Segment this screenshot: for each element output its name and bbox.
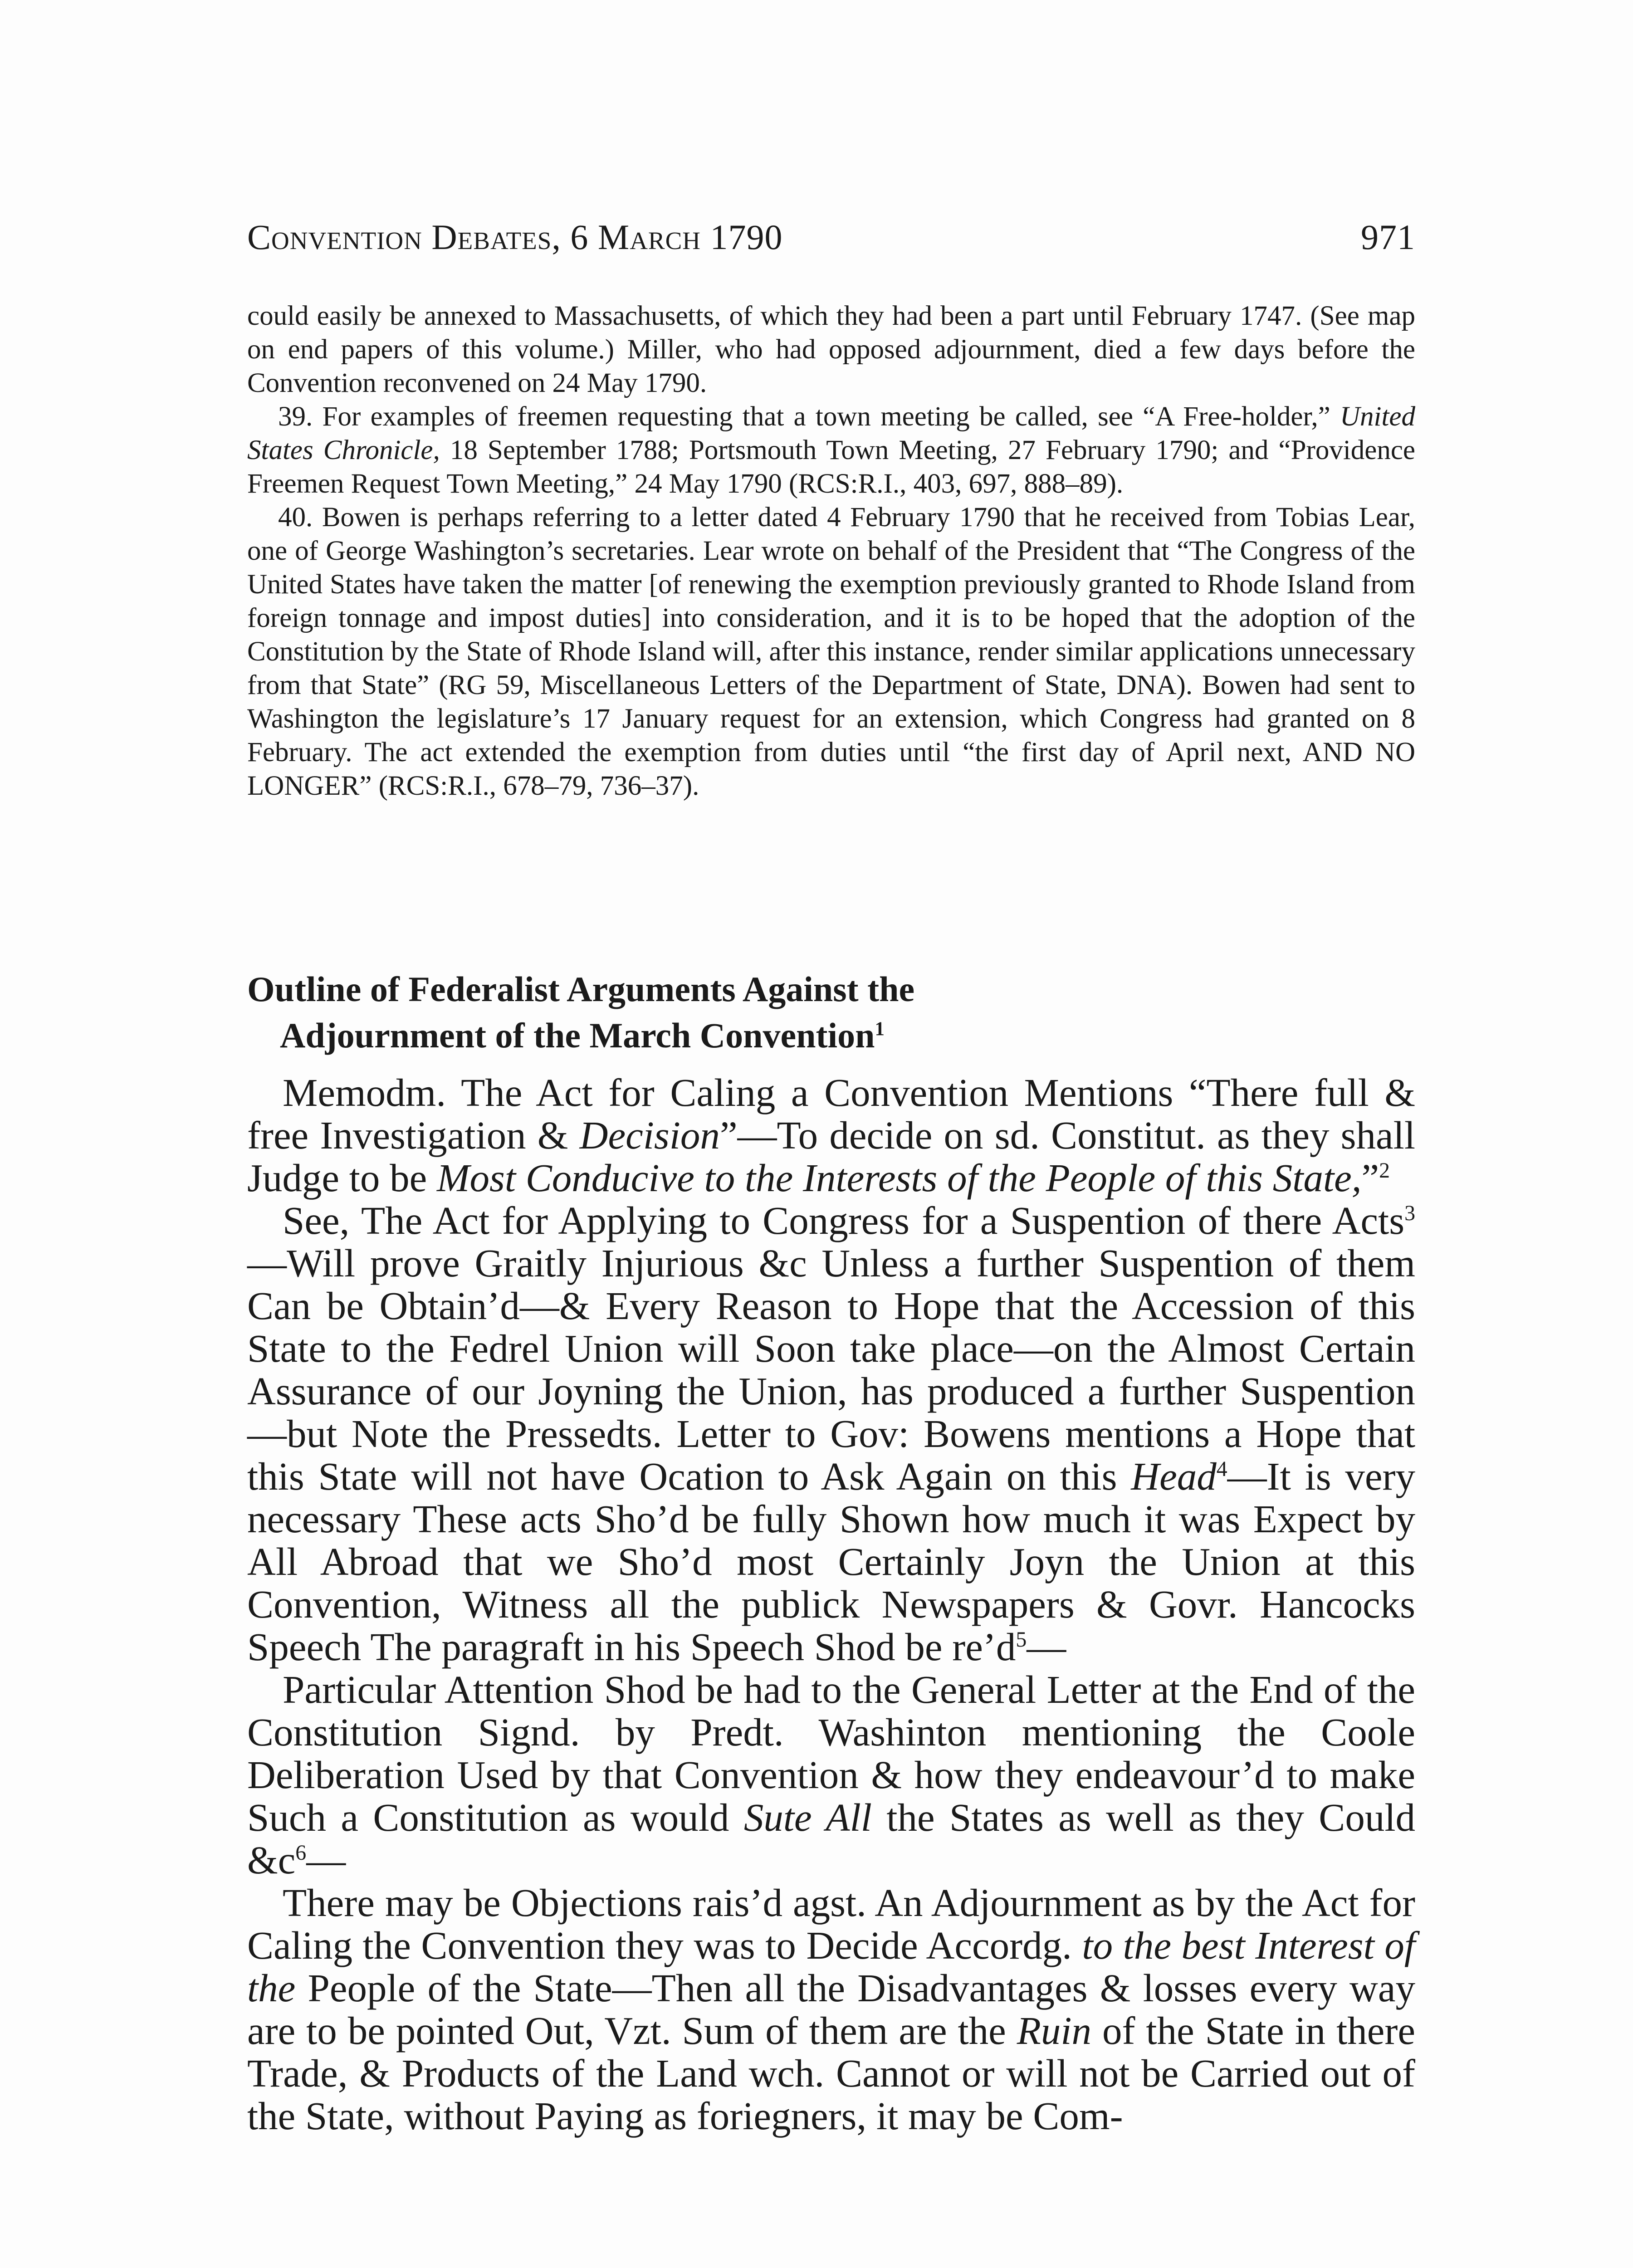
note-40: 40. Bowen is perhaps referring to a letter dated 4 February 1790 that he received from Tobias Lear, one of George Washington’s secretaries. Lear wrote on behalf of the President that “The Congress of the United States have taken the matter [of renewing the exemption previously granted to Rhode Island from foreign tonnage and impost duties] into consideration, and it is to be hoped that the adoption of the Constitution by the State of Rhode Island will, after this instance, render similar applications unnecessary from that State” (RG 59, Miscellaneous Letters of the Department of State, DNA). Bowen had sent to Washington the legislature’s 17 January request for an extension, which Congress had granted on 8 February. The act extended the exemption from duties until “the first day of April next, AND NO LONGER” (RCS:R.I., 678–79, 736–37). xyxy=(247,502,1415,801)
paragraph-1: Memodm. The Act for Caling a Convention Mentions “There full & free Investigation & Decision”—To decide on sd. Constitut. as they shall Judge to be Most Conducive to the Interests of the People of this State,”$^2$ xyxy=(247,1070,1415,1200)
footnote-ref: 6 xyxy=(295,1841,307,1865)
footnote-ref: 4 xyxy=(1216,1457,1227,1481)
footnote-ref: 2 xyxy=(1379,1158,1390,1183)
running-head xyxy=(247,217,1415,267)
footnote-ref: 5 xyxy=(1016,1628,1027,1652)
heading-line-1: Outline of Federalist Arguments Against the xyxy=(247,969,915,1009)
document-body xyxy=(247,1071,1415,2137)
footnote-ref: 1 xyxy=(875,1018,885,1040)
heading-line-2: Adjournment of the March Convention$^1$ xyxy=(280,1016,885,1055)
page-number: 971 xyxy=(1361,217,1415,257)
paragraph-4: There may be Objections rais’d agst. An Adjournment as by the Act for Caling the Convention they was to Decide Accordg. to the best Interest of the People of the State—Then all the Disadvantages & losses every way are to be pointed Out, Vzt. Sum of them are the Ruin of the State in there Trade, & Products of the Land wch. Cannot or will not be Carried out of the State, without Paying as foriegners, it may be Com- xyxy=(247,1881,1415,2138)
paragraph-3: Particular Attention Shod be had to the General Letter at the End of the Constitution Signd. by Predt. Washinton mentioning the Coole Deliberation Used by that Convention & how they endeavour’d to make Such a Constitution as would Sute All the States as well as they Could $\&c^6—$ xyxy=(247,1667,1415,1882)
footnote-ref: 3 xyxy=(1404,1201,1415,1225)
paragraph-2: See, The Act for Applying to Congress for a Suspention of there Acts$^3$—Will prove Graitly Injurious &c Unless a further Suspention of them Can be Obtain’d—& Every Reason to Hope that the Accession of this State to the Fedrel Union will Soon take place—on the Almost Certain Assurance of our Joyning the Union, has produced a further Suspention—but Note the Pressedts. Letter to Gov: Bowens mentions a Hope that this State will not have Ocation to Ask Again on this Head$^4$—It is very necessary These acts Sho’d be fully Shown how much it was Expect by All Abroad that we Sho’d most Certainly Joyn the Union at this Convention, Witness all the publick Newspapers & Govr. Hancocks Speech The paragraft in his Speech Shod be $re’d^5—$ xyxy=(247,1198,1415,1669)
note-continuation: could easily be annexed to Massachusetts, of which they had been a part until February 1747. (See map on end papers of this volume.) Miller, who had opposed adjournment, died a few days before the Convention reconvened on 24 May 1790. xyxy=(247,301,1415,398)
note-39: 39. For examples of freemen requesting that a town meeting be called, see “A Free-holder,” United States Chronicle, 18 September 1788; Portsmouth Town Meeting, 27 February 1790; and “Providence Freemen Request Town Meeting,” 24 May 1790 (RCS:R.I., 403, 697, 888–89). xyxy=(247,401,1415,499)
running-title: Convention Debates, 6 March 1790 xyxy=(247,217,783,257)
section-heading xyxy=(247,966,1415,1059)
endnotes xyxy=(247,299,1415,803)
